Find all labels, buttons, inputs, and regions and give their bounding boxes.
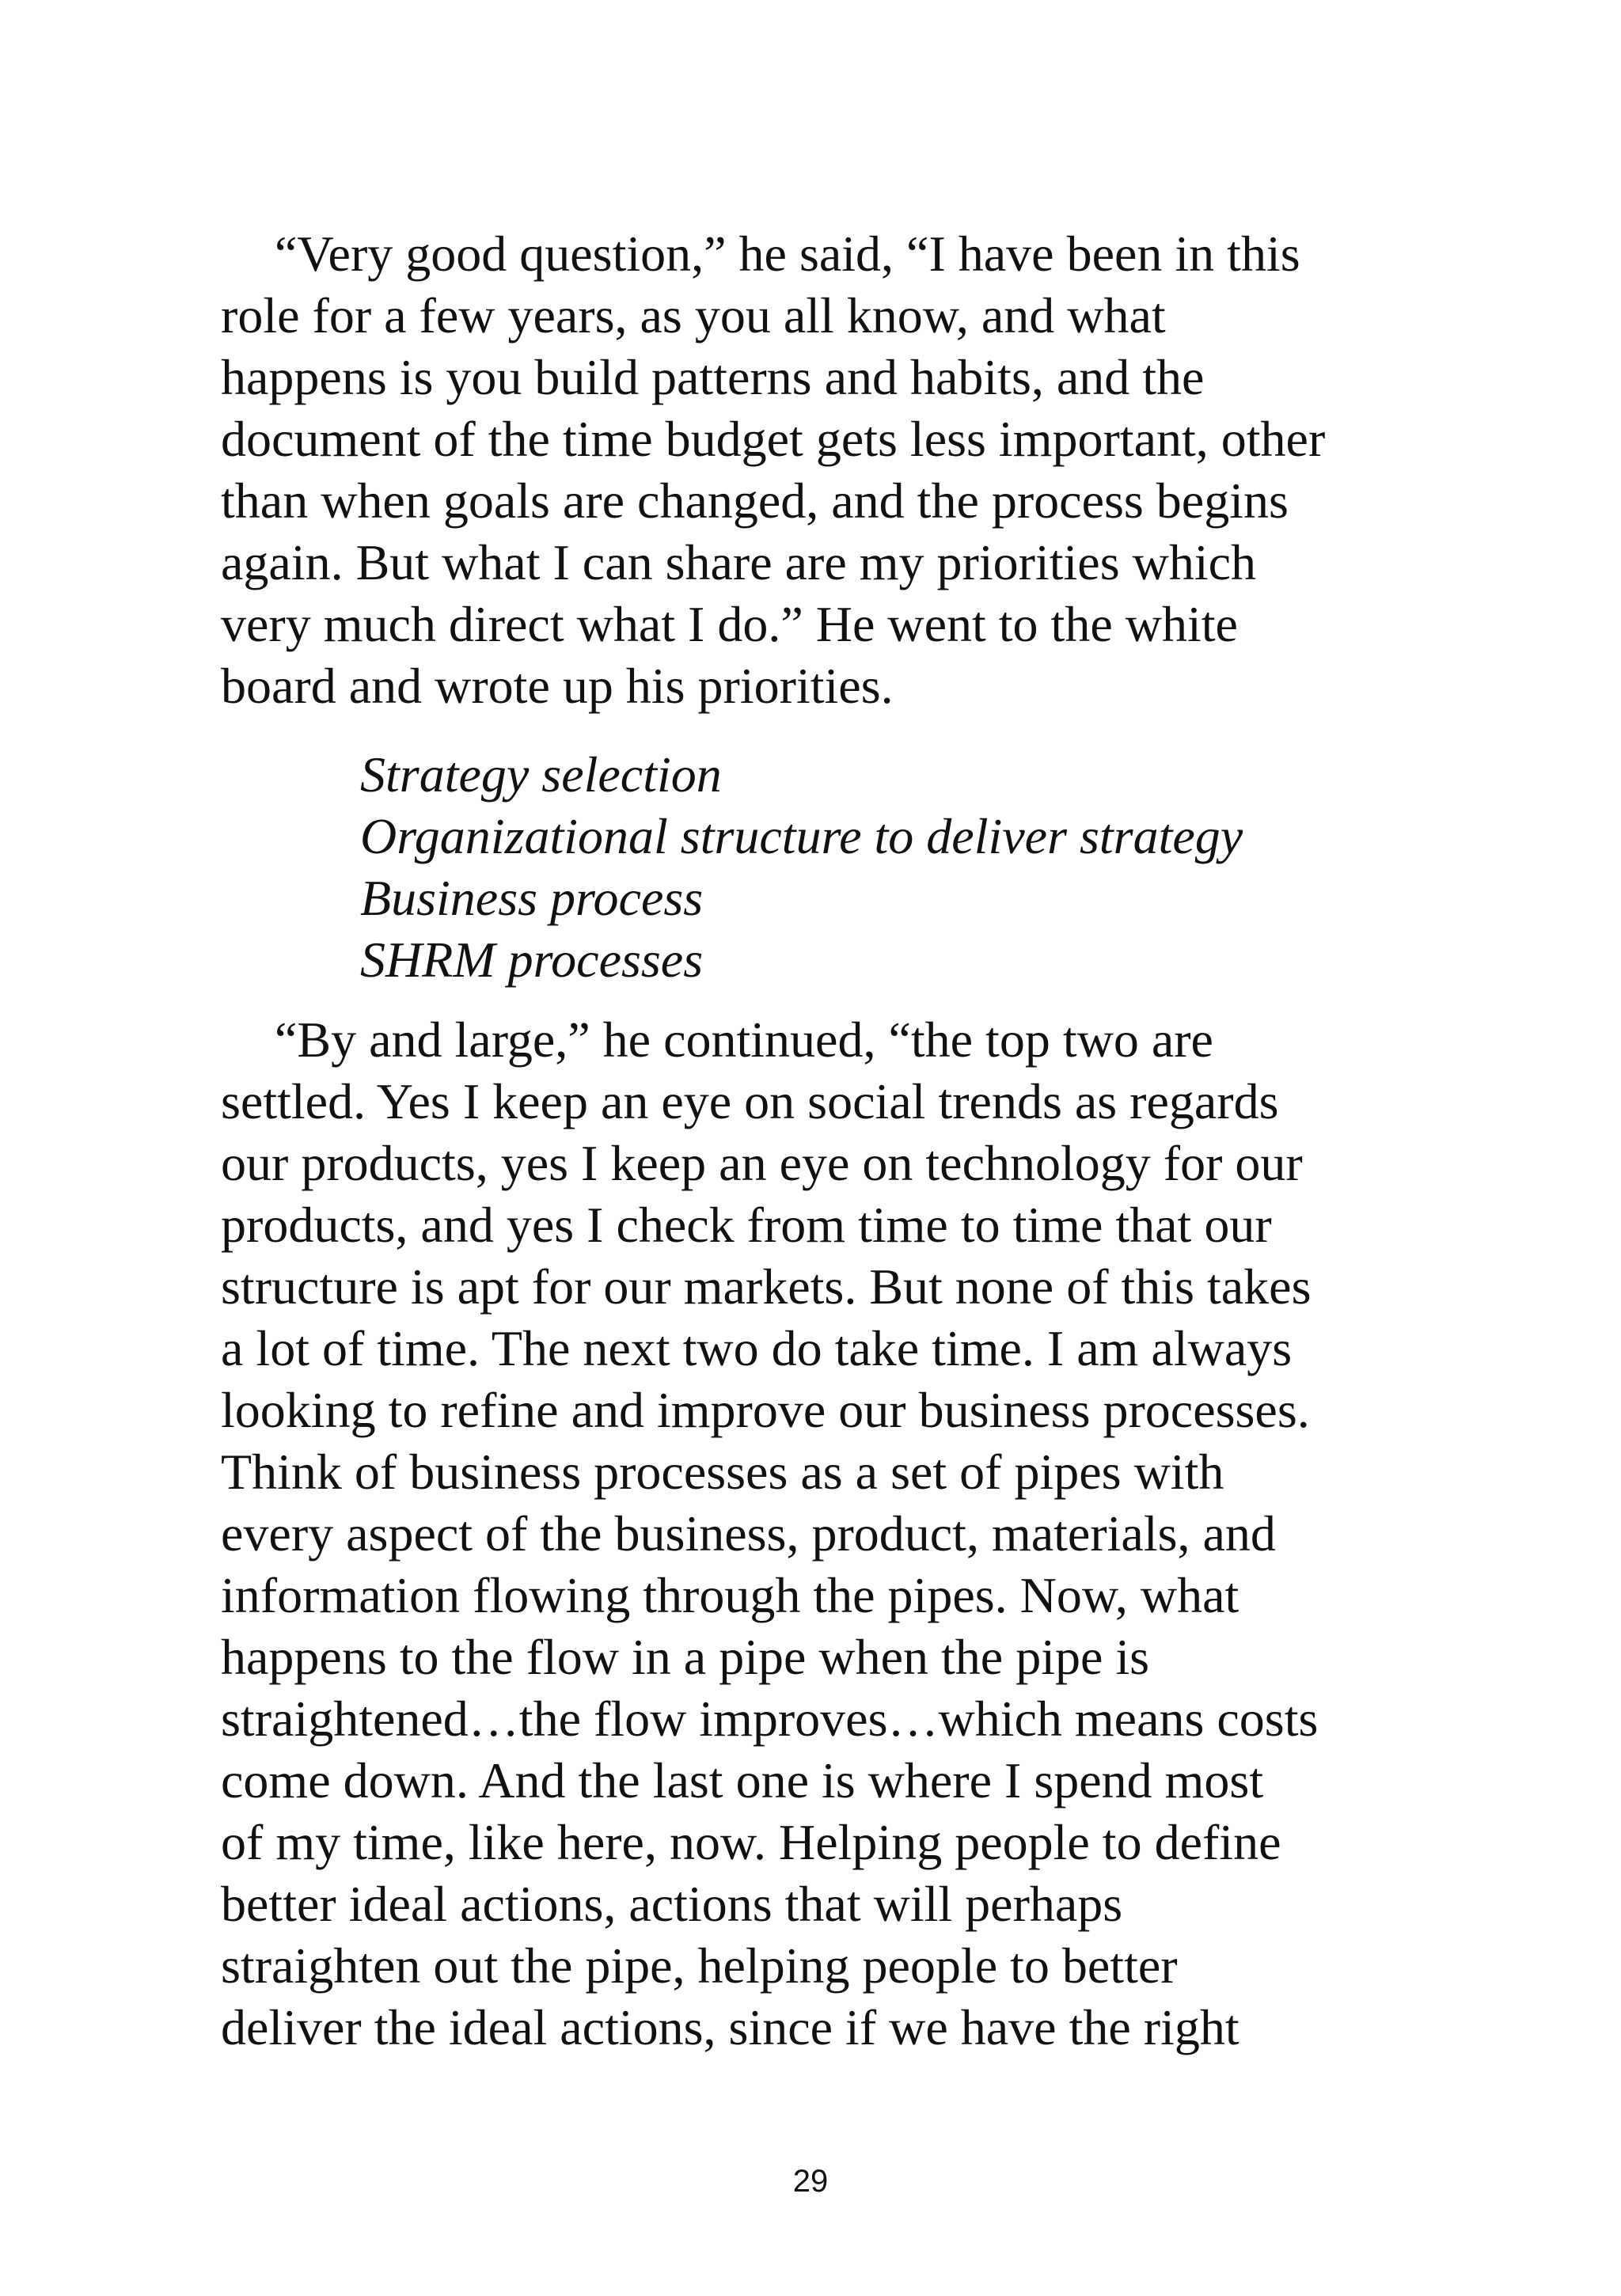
paragraph-line: straighten out the pipe, helping people to better bbox=[221, 1937, 1178, 1994]
paragraph-line: products, and yes I check from time to time that our bbox=[221, 1197, 1272, 1253]
paragraph-line: information flowing through the pipes. Now, what bbox=[221, 1567, 1239, 1623]
paragraph-line: better ideal actions, actions that will perhaps bbox=[221, 1876, 1123, 1932]
paragraph-line: board and wrote up his priorities. bbox=[221, 658, 894, 714]
paragraph-line: happens to the flow in a pipe when the pipe is bbox=[221, 1629, 1150, 1685]
paragraph-line: document of the time budget gets less important, other bbox=[221, 411, 1326, 467]
paragraph-line: role for a few years, as you all know, and what bbox=[221, 287, 1166, 343]
paragraph-line: of my time, like here, now. Helping people to define bbox=[221, 1814, 1281, 1870]
paragraph-line: deliver the ideal actions, since if we have the right bbox=[221, 1999, 1239, 2055]
paragraph-line: come down. And the last one is where I spend most bbox=[221, 1752, 1264, 1808]
paragraph-line: our products, yes I keep an eye on technology for our bbox=[221, 1135, 1303, 1191]
paragraph-line: a lot of time. The next two do take time. I am always bbox=[221, 1320, 1293, 1376]
page-number: 29 bbox=[792, 2164, 829, 2199]
paragraph-line: happens is you build patterns and habits, and the bbox=[221, 349, 1205, 405]
paragraph-line: straightened…the flow improves…which means costs bbox=[221, 1691, 1319, 1747]
paragraph-line: “By and large,” he continued, “the top two are bbox=[275, 1011, 1213, 1068]
priority-item: Business process bbox=[360, 870, 704, 926]
paragraph-line: structure is apt for our markets. But none of this takes bbox=[221, 1258, 1312, 1315]
paragraph-line: again. But what I can share are my priorities which bbox=[221, 534, 1256, 590]
paragraph-line: Think of business processes as a set of pipes with bbox=[221, 1444, 1224, 1500]
priority-item: Strategy selection bbox=[360, 746, 722, 803]
paragraph-line: than when goals are changed, and the process begins bbox=[221, 472, 1289, 529]
paragraph-line: very much direct what I do.” He went to the white bbox=[221, 596, 1238, 652]
paragraph-line: every aspect of the business, product, materials, and bbox=[221, 1505, 1276, 1562]
paragraph-line: settled. Yes I keep an eye on social trends as regards bbox=[221, 1073, 1279, 1129]
paragraph-line: “Very good question,” he said, “I have been in this bbox=[275, 226, 1300, 282]
priority-item: Organizational structure to deliver strategy bbox=[360, 808, 1243, 864]
priority-item: SHRM processes bbox=[360, 932, 704, 988]
paragraph-line: looking to refine and improve our business processes. bbox=[221, 1382, 1310, 1438]
